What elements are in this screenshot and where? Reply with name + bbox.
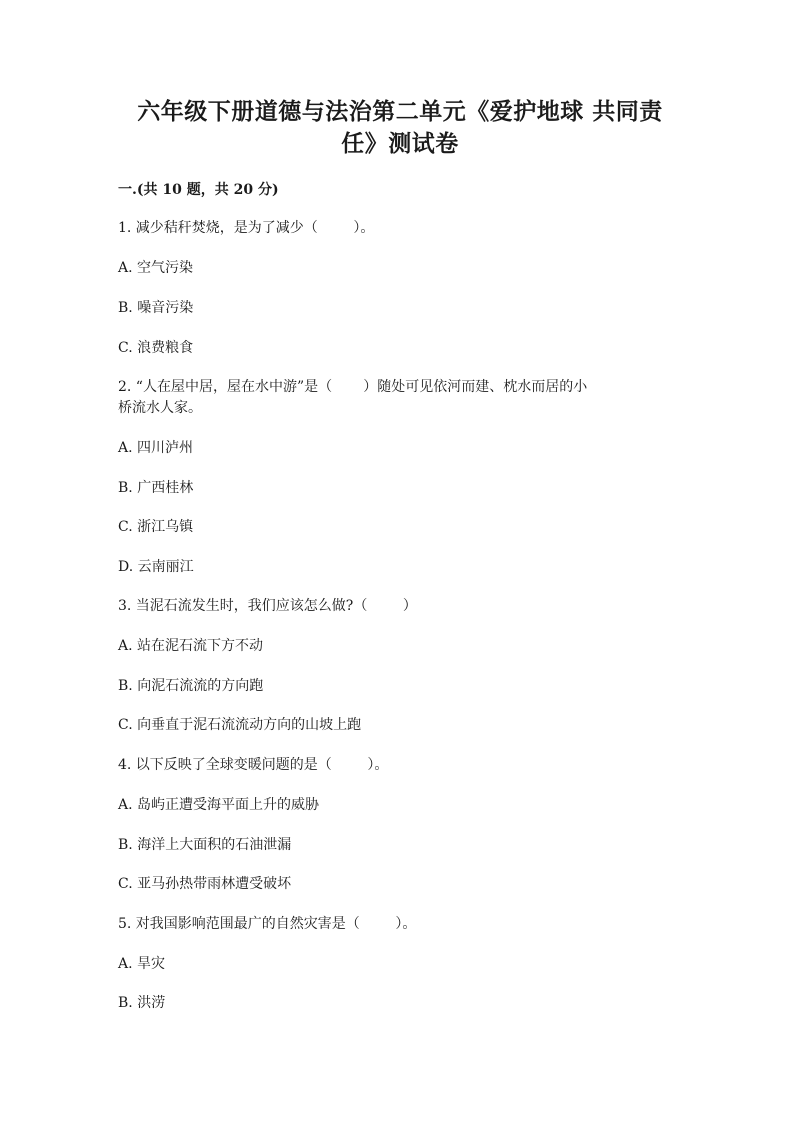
question-4-option-c: C. 亚马孙热带雨林遭受破坏 <box>118 876 292 892</box>
question-4-option-a: A. 岛屿正遭受海平面上升的威胁 <box>118 797 320 813</box>
question-2-stem-line-1: 2. “人在屋中居，屋在水中游”是（ ）随处可见依河而建、枕水而居的小 <box>118 379 588 395</box>
question-3-option-a: A. 站在泥石流下方不动 <box>118 638 264 654</box>
title-line-2: 任》测试卷 <box>341 130 459 157</box>
question-2-stem-line-2: 桥流水人家。 <box>118 400 202 416</box>
question-1-stem: 1. 减少秸秆焚烧，是为了减少（ ）。 <box>118 220 375 236</box>
question-3-stem: 3. 当泥石流发生时，我们应该怎么做?（ ） <box>118 598 417 614</box>
page-title <box>118 96 682 160</box>
question-5-stem: 5. 对我国影响范围最广的自然灾害是（ ）。 <box>118 916 417 932</box>
question-2-option-c: C. 浙江乌镇 <box>118 519 194 535</box>
question-4-option-b: B. 海洋上大面积的石油泄漏 <box>118 837 292 853</box>
question-5-option-a: A. 旱灾 <box>118 956 166 972</box>
question-1-option-c: C. 浪费粮食 <box>118 340 194 356</box>
question-2-option-b: B. 广西桂林 <box>118 480 194 496</box>
question-3-option-c: C. 向垂直于泥石流流动方向的山坡上跑 <box>118 717 362 733</box>
section-header: 一.(共 10 题，共 20 分) <box>118 182 279 198</box>
title-line-1: 六年级下册道德与法治第二单元《爱护地球 共同责 <box>137 98 663 125</box>
question-2-option-d: D. 云南丽江 <box>118 559 194 575</box>
question-4-stem: 4. 以下反映了全球变暖问题的是（ ）。 <box>118 757 389 773</box>
question-2-option-a: A. 四川泸州 <box>118 440 194 456</box>
question-3-option-b: B. 向泥石流流的方向跑 <box>118 678 264 694</box>
question-5-option-b: B. 洪涝 <box>118 995 166 1011</box>
question-1-option-a: A. 空气污染 <box>118 260 194 276</box>
question-1-option-b: B. 噪音污染 <box>118 300 194 316</box>
